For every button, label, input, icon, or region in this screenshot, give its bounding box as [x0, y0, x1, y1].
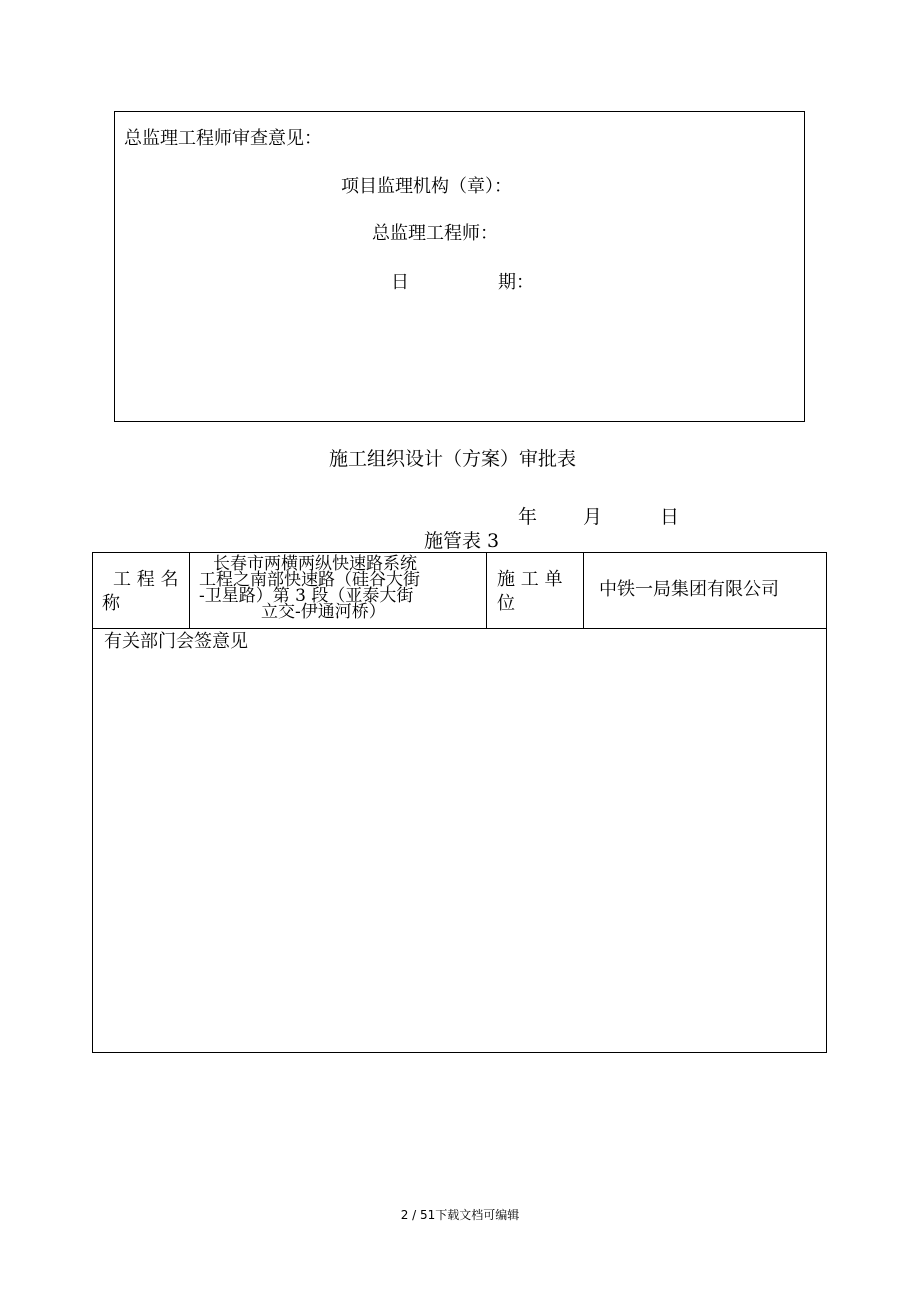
- contractor-label: 施 工 单: [497, 569, 563, 590]
- approval-table: [92, 552, 827, 1053]
- form-number: 施管表 3: [424, 530, 500, 552]
- table-divider: [583, 553, 584, 628]
- contractor-value: 中铁一局集团有限公司: [599, 579, 779, 600]
- table-row-divider: [93, 628, 826, 629]
- project-name-label-cont: 称: [102, 593, 120, 614]
- date-day: 日: [660, 506, 680, 528]
- project-name-label: 工 程 名: [113, 569, 179, 590]
- date-month: 月: [583, 506, 603, 528]
- table-divider: [486, 553, 487, 628]
- project-name-line: 长春市两横两纵快速路系统: [213, 554, 417, 574]
- chief-engineer-label: 总监理工程师：: [372, 223, 498, 244]
- date-label-qi: 期：: [498, 272, 534, 293]
- date-year: 年: [518, 506, 538, 528]
- date-label-ri: 日: [391, 272, 409, 293]
- project-name-line: 工程之南部快速路（硅谷大街: [199, 570, 420, 590]
- review-heading: 总监理工程师审查意见：: [124, 128, 322, 149]
- table-divider: [189, 553, 190, 628]
- form-title: 施工组织设计（方案）审批表: [329, 448, 577, 470]
- project-name-value: [199, 556, 420, 620]
- page-footer: 2 / 51下载文档可编辑: [400, 1208, 520, 1222]
- chief-engineer-review-box: [114, 111, 805, 422]
- org-seal-label: 项目监理机构（章）：: [341, 176, 512, 197]
- contractor-label-cont: 位: [497, 593, 515, 614]
- project-name-line: -卫星路）第 3 段（亚泰大街: [199, 586, 414, 606]
- project-name-line: 立交-伊通河桥）: [261, 602, 386, 622]
- dept-opinion-label: 有关部门会签意见: [104, 631, 248, 652]
